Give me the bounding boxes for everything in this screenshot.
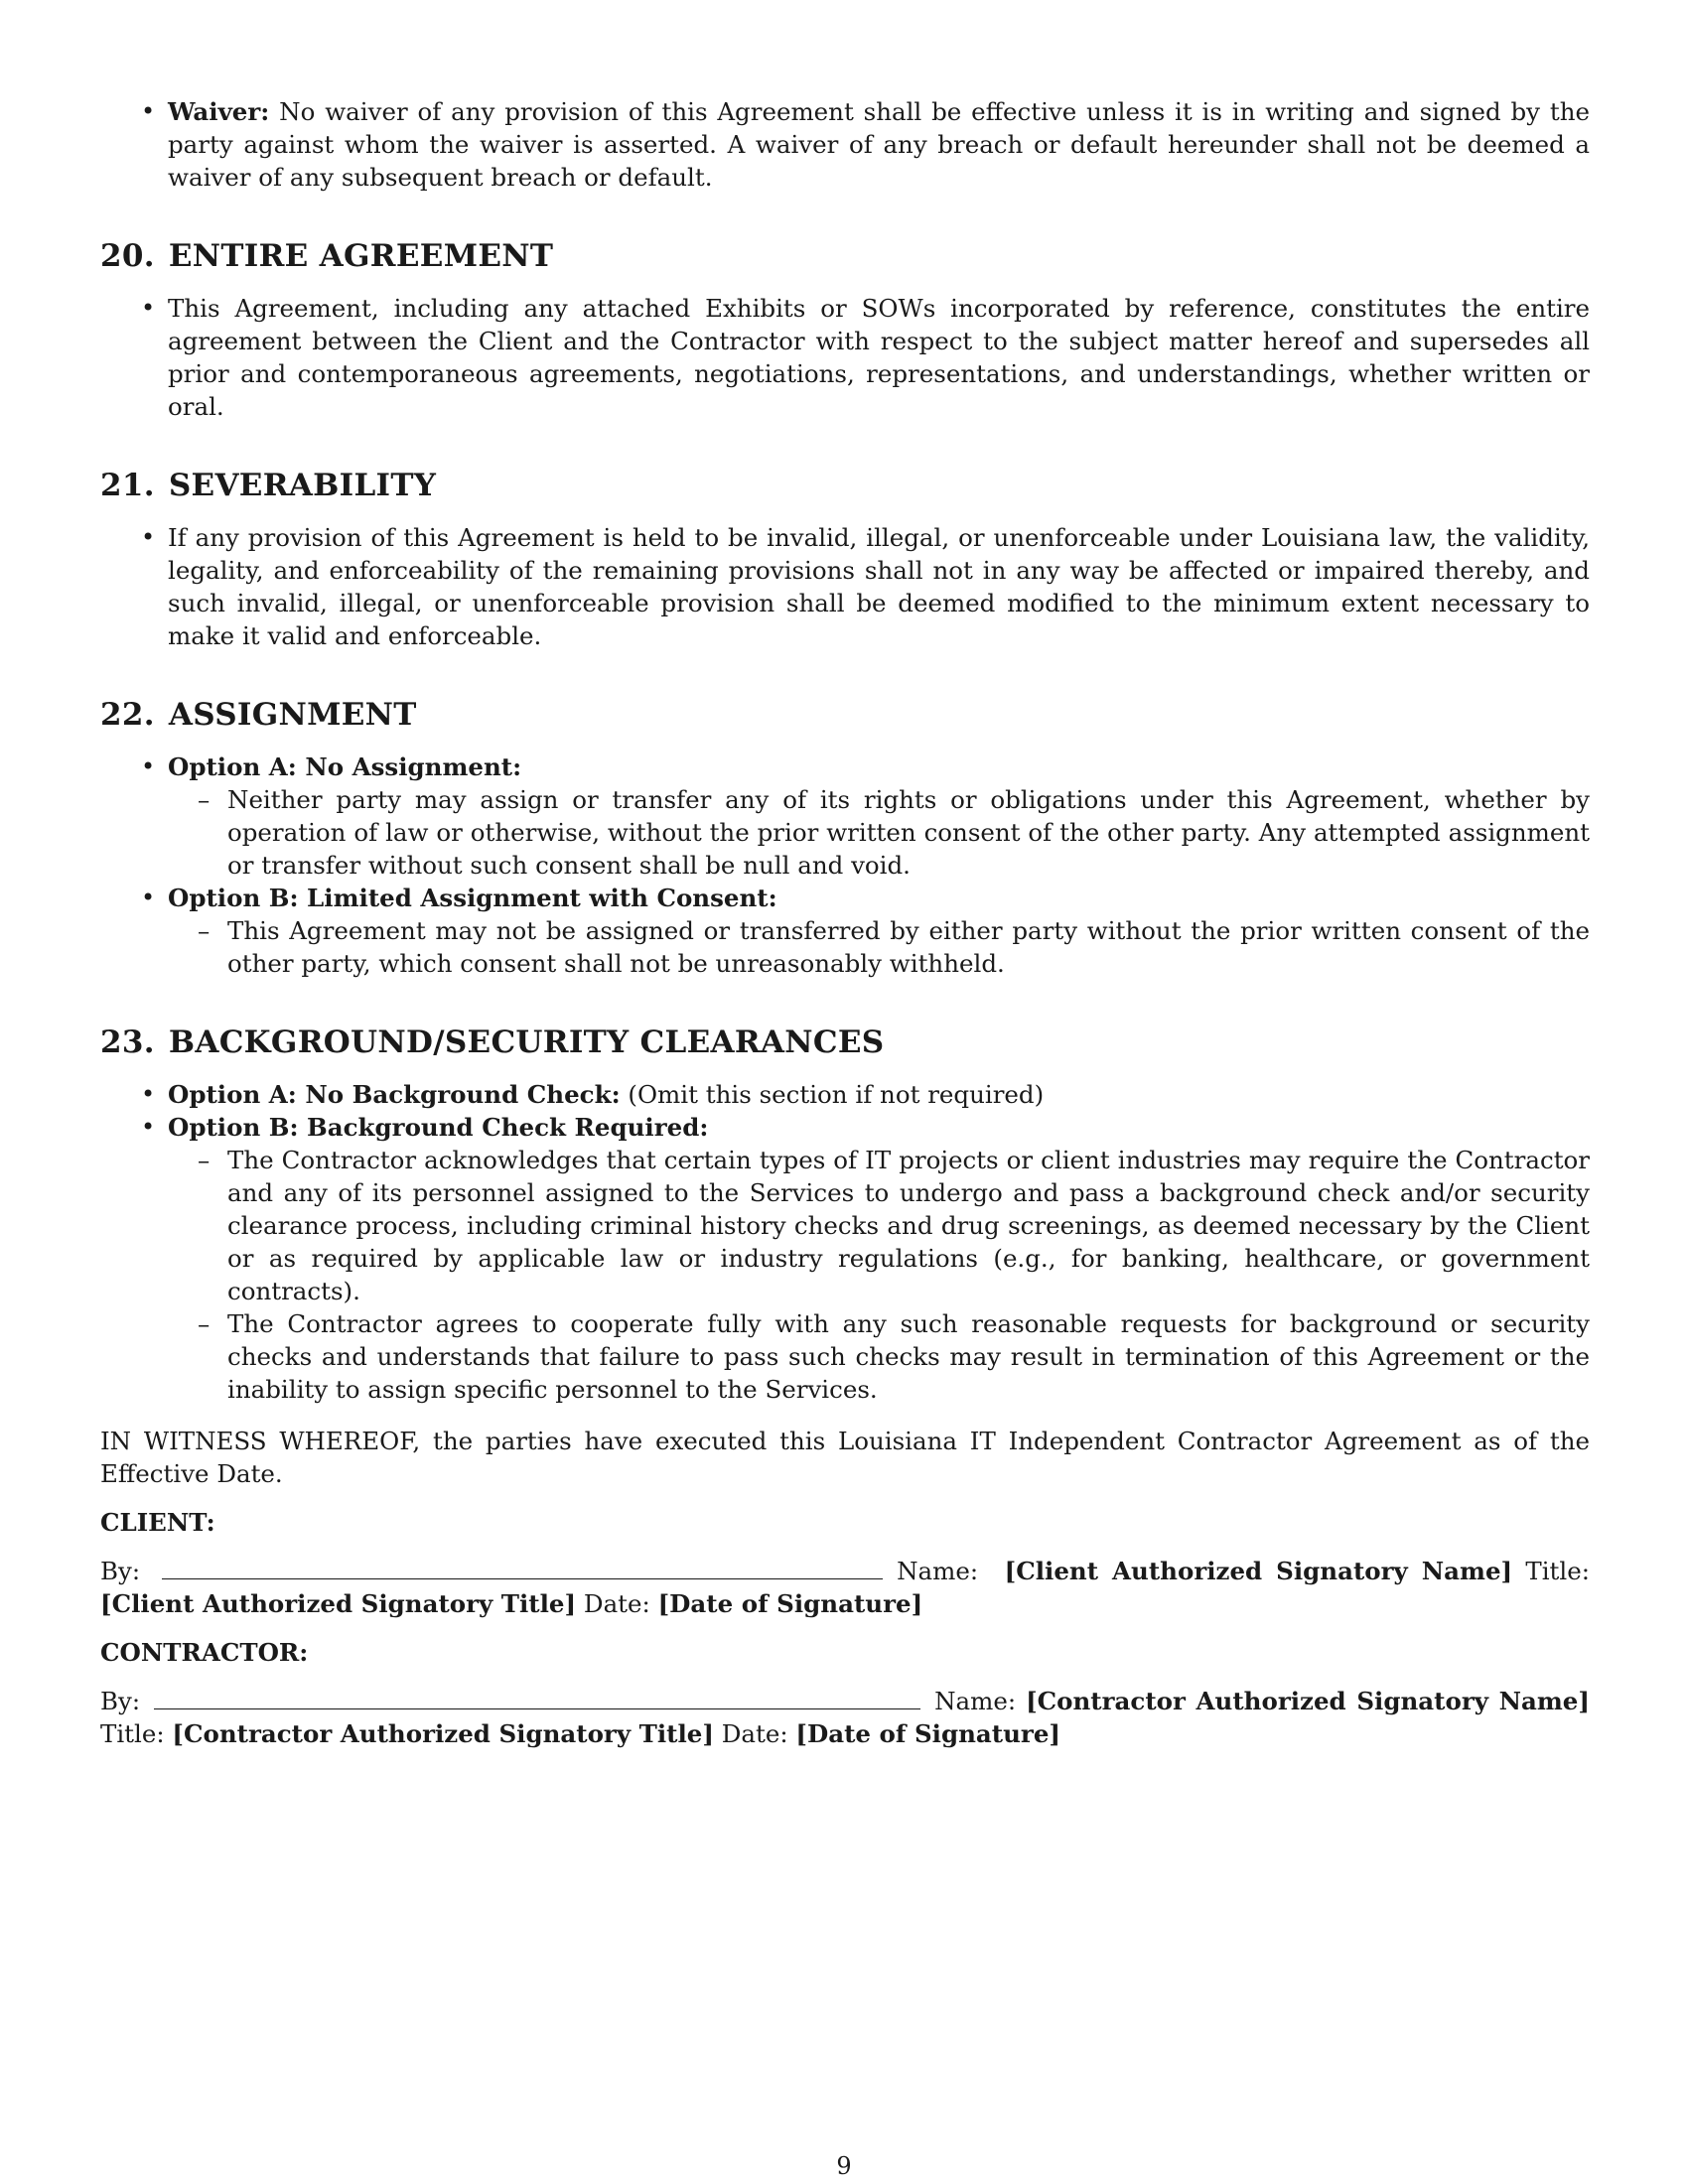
name-label: Name: [897, 1557, 979, 1585]
witness-clause: IN WITNESS WHEREOF, the parties have executed this Louisiana IT Independent Contractor Agreement as of the Effective Date. [100, 1427, 1590, 1488]
section-22-heading [100, 696, 1590, 734]
section-21-list [100, 521, 1590, 652]
by-label: By: [100, 1687, 141, 1715]
section-20-text: This Agreement, including any attached Exhibits or SOWs incorporated by reference, constitutes the entire agreement between the Client and the Contractor with respect to the subject matter hereof and supersedes all prior and contemporaneous agreements, negotiations, representations, and understandings, whether written or oral. [168, 294, 1590, 421]
option-b-item-2-text: The Contractor agrees to cooperate fully with any such reasonable requests for background or security checks and understands that failure to pass such checks may result in termination of this Agreement or the inability to assign specific personnel to the Services. [227, 1309, 1590, 1404]
bullet-icon: • [141, 523, 156, 551]
section-22-list [100, 751, 1590, 980]
contractor-signature-date: [Date of Signature] [795, 1719, 1060, 1748]
section-title: SEVERABILITY [168, 468, 437, 503]
list-item [168, 783, 1590, 882]
list-item [168, 1144, 1590, 1307]
section-23-list [100, 1078, 1590, 1406]
section-title: BACKGROUND/SECURITY CLEARANCES [168, 1024, 885, 1060]
by-label: By: [100, 1557, 141, 1585]
waiver-text: No waiver of any provision of this Agreement shall be effective unless it is in writing and signed by the party against whom the waiver is asserted. A waiver of any breach or default hereunder shall not be deemed a waiver of any subsequent breach or default. [168, 97, 1590, 192]
contractor-signature-line[interactable] [154, 1687, 920, 1709]
option-b-text: This Agreement may not be assigned or transferred by either party without the prior written consent of the other party, which consent shall not be unreasonably withheld. [227, 916, 1590, 978]
waiver-list [100, 95, 1590, 194]
section-number: 22. [100, 697, 155, 733]
contractor-signatory-name: [Contractor Authorized Signatory Name] [1026, 1687, 1590, 1715]
page-number: 9 [836, 2152, 852, 2180]
option-b-item [100, 1111, 1590, 1406]
option-a-item [100, 751, 1590, 882]
option-a-sublist [168, 783, 1590, 882]
section-number: 20. [100, 238, 155, 274]
title-label: Title: [100, 1719, 165, 1748]
client-signature-date: [Date of Signature] [657, 1589, 923, 1618]
dash-icon: – [198, 1146, 211, 1174]
option-a-item [100, 1078, 1590, 1111]
bullet-icon: • [141, 752, 156, 780]
option-a-text: Neither party may assign or transfer any of its rights or obligations under this Agreement, whether by operation of law or otherwise, without the prior written consent of the other party. Any attempted assignment or transfer without such consent shall be null and void. [227, 785, 1590, 880]
section-number: 23. [100, 1024, 155, 1060]
section-title: ASSIGNMENT [168, 697, 417, 733]
bullet-icon: • [141, 884, 156, 911]
option-a-label: Option A: No Background Check: [168, 1080, 621, 1109]
option-b-item-1-text: The Contractor acknowledges that certain types of IT projects or client industries may require the Contractor and any of its personnel assigned to the Services to undergo and pass a background check and/or security clearance process, including criminal history checks and drug screenings, as deemed necessary by the Client or as required by applicable law or industry regulations (e.g., for banking, healthcare, or government contracts). [227, 1146, 1590, 1305]
option-b-label: Option B: Limited Assignment with Consent: [168, 884, 777, 912]
section-23-heading [100, 1024, 1590, 1061]
date-label: Date: [721, 1719, 788, 1748]
option-a-label: Option A: No Assignment: [168, 752, 522, 781]
section-number: 21. [100, 468, 155, 503]
dash-icon: – [198, 916, 211, 945]
client-heading: CLIENT: [100, 1508, 215, 1537]
dash-icon: – [198, 785, 211, 814]
bullet-icon: • [141, 294, 156, 322]
section-21-text: If any provision of this Agreement is held to be invalid, illegal, or unenforceable under Louisiana law, the validity, legality, and enforceability of the remaining provisions shall not in any way be affected or impaired thereby, and such invalid, illegal, or unenforceable provision shall be deemed modified to the minimum extent necessary to make it valid and enforceable. [168, 523, 1590, 650]
section-20-list [100, 292, 1590, 423]
contractor-heading: CONTRACTOR: [100, 1638, 309, 1667]
section-20-heading [100, 237, 1590, 275]
option-b-sublist [168, 1144, 1590, 1406]
bullet-icon: • [141, 1080, 156, 1108]
option-a-text: (Omit this section if not required) [620, 1080, 1045, 1109]
waiver-item [100, 95, 1590, 194]
contractor-signature-block [100, 1685, 1590, 1750]
list-item [100, 292, 1590, 423]
waiver-label: Waiver: [168, 97, 270, 126]
client-signatory-name: [Client Authorized Signatory Name] [1004, 1557, 1513, 1585]
client-signature-line[interactable] [162, 1557, 883, 1579]
option-b-item [100, 882, 1590, 980]
name-label: Name: [934, 1687, 1017, 1715]
client-signature-block [100, 1555, 1590, 1620]
title-label: Title: [1525, 1557, 1590, 1585]
section-21-heading [100, 467, 1590, 504]
contractor-signatory-title: [Contractor Authorized Signatory Title] [172, 1719, 714, 1748]
list-item [100, 521, 1590, 652]
document-page [100, 95, 1590, 1750]
section-title: ENTIRE AGREEMENT [168, 238, 554, 274]
list-item [168, 914, 1590, 980]
dash-icon: – [198, 1309, 211, 1338]
option-b-label: Option B: Background Check Required: [168, 1113, 709, 1142]
bullet-icon: • [141, 97, 156, 125]
bullet-icon: • [141, 1113, 156, 1141]
list-item [168, 1307, 1590, 1406]
client-signatory-title: [Client Authorized Signatory Title] [100, 1589, 577, 1618]
date-label: Date: [583, 1589, 650, 1618]
option-b-sublist [168, 914, 1590, 980]
